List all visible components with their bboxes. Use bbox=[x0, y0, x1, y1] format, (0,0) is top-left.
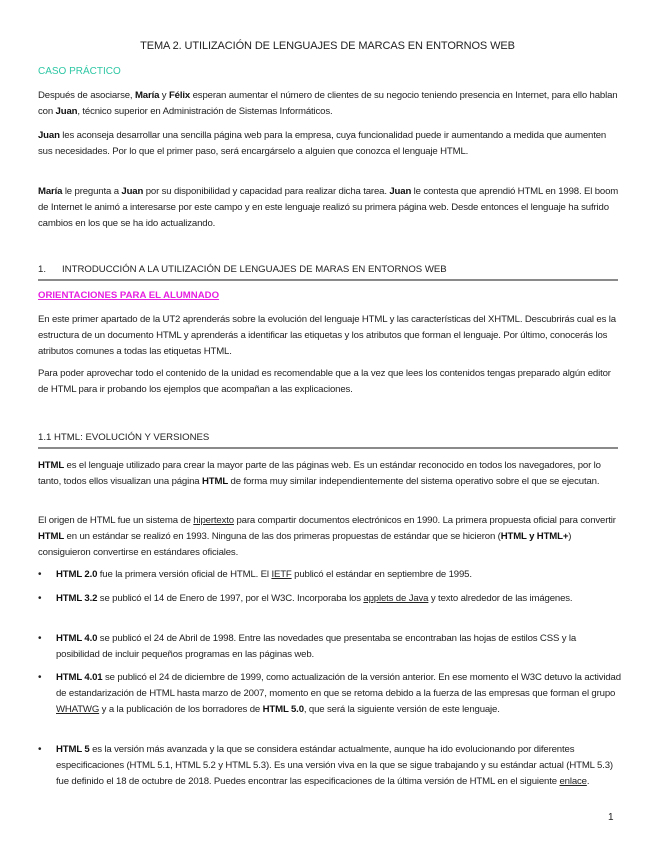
orientations-paragraph bbox=[38, 312, 620, 359]
bold-text: Félix bbox=[168, 90, 191, 101]
bullet-icon: • bbox=[38, 744, 42, 755]
text-run: En este primer apartado de la UT2 aprenderás sobre la evolución del lenguaje HTML y las características del XHTML. Descubrirás cual es la estructura de un documento HTML y aprenderás a identificar las etiquetas y los atributos que forman el lenguaje. Por último, conocerás los atributos comunes a todas las etiquetas HTML. bbox=[38, 314, 616, 357]
bullet-icon: • bbox=[38, 672, 42, 683]
bullet-icon: • bbox=[38, 633, 42, 644]
bold-text: HTML bbox=[38, 530, 65, 542]
html-paragraph bbox=[38, 458, 620, 490]
version-list-item bbox=[38, 742, 622, 789]
section-1-1-heading: 1.1 HTML: EVOLUCIÓN Y VERSIONES bbox=[38, 432, 618, 449]
bold-text: HTML 5.0 bbox=[262, 703, 304, 715]
bold-text: HTML 4.01 bbox=[56, 672, 103, 683]
text-run: y a la publicación de los borradores de bbox=[99, 703, 263, 715]
bold-text: HTML bbox=[38, 460, 65, 471]
version-text bbox=[56, 593, 572, 604]
version-text bbox=[56, 744, 613, 787]
text-run: publicó el estándar en septiembre de 1995. bbox=[291, 569, 472, 580]
version-text bbox=[56, 672, 621, 715]
hyperlink[interactable]: enlace bbox=[559, 775, 587, 787]
text-run: les aconseja desarrollar una sencilla página web para la empresa, cuya funcionalidad puede ir aumentando a medida que aumenten sus necesidades. Por lo que el primer paso, será encargárselo a alguien que conozca el lenguaje HTML. bbox=[38, 130, 607, 157]
document-title: TEMA 2. UTILIZACIÓN DE LENGUAJES DE MARCAS EN ENTORNOS WEB bbox=[140, 40, 515, 52]
text-run: fue la primera versión oficial de HTML. El bbox=[97, 569, 272, 580]
text-run: le pregunta a bbox=[62, 186, 122, 197]
bold-text: Juan bbox=[389, 186, 412, 197]
hyperlink[interactable]: WHATWG bbox=[56, 703, 100, 715]
bold-text: Juan bbox=[121, 186, 144, 197]
bold-text: María bbox=[134, 90, 160, 101]
text-run: es la versión más avanzada y la que se considera estándar actualmente, aunque ha ido evolucionando por diferentes especificaciones (HTML 5.1, HTML 5.2 y HTML 5.3). Es una versión viva en la que se sigue trabajando y su estándar actual (HTML 5.3) fue definido el 18 de octubre de 2018. Puedes encontrar las especificaciones de la última versión de HTML en el siguiente bbox=[56, 744, 613, 787]
hyperlink[interactable]: IETF bbox=[271, 569, 292, 580]
text-run: , que será la siguiente versión de este lenguaje. bbox=[303, 703, 500, 715]
text-run: es el lenguaje utilizado para crear la mayor parte de las páginas web. Es un estándar reconocido en todos los navegadores, por lo tanto, todos ellos visualizan una página bbox=[38, 460, 601, 487]
text-run: en un estándar se realizó en 1993. Ninguna de las dos primeras propuestas de estándar que se hicieron ( bbox=[64, 530, 501, 542]
case-paragraph bbox=[38, 88, 620, 120]
version-list-item bbox=[38, 591, 622, 607]
bold-text: HTML bbox=[202, 475, 229, 487]
orientations-paragraph bbox=[38, 366, 620, 398]
bullet-icon: • bbox=[38, 569, 42, 580]
case-study-heading: CASO PRÁCTICO bbox=[38, 66, 121, 77]
text-run: le contesta que aprendió HTML en 1998. El boom de Internet le animó a interesarse por este campo y en este lenguaje realizó su primera página web. Desde entonces el lenguaje ha sufrido cambios en los que se ha ido actualizando. bbox=[38, 186, 619, 229]
bold-text: HTML 5 bbox=[56, 744, 90, 755]
text-run: Para poder aprovechar todo el contenido de la unidad es recomendable que a la vez que lees los contenidos tengas preparado algún editor de HTML para ir probando los ejemplos que acompañan a las explicaciones. bbox=[38, 368, 611, 395]
section-number: 1. bbox=[38, 264, 47, 275]
hyperlink[interactable]: hipertexto bbox=[193, 515, 234, 526]
version-list-item bbox=[38, 567, 622, 583]
text-run: se publicó el 24 de Abril de 1998. Entre las novedades que presentaba se encontraban las hojas de estilos CSS y la posibilidad de incluir pequeños programas en las páginas web. bbox=[56, 633, 577, 660]
text-run: , técnico superior en Administración de Sistemas Informáticos. bbox=[77, 105, 333, 117]
case-paragraph bbox=[38, 128, 620, 160]
bold-text: Juan bbox=[38, 130, 60, 141]
text-run: para compartir documentos electrónicos en 1990. La primera propuesta oficial para convertir bbox=[233, 515, 616, 526]
text-run: El origen de HTML fue un sistema de bbox=[38, 515, 194, 526]
text-run: por su disponibilidad y capacidad para realizar dicha tarea. bbox=[143, 186, 390, 197]
bold-text: María bbox=[38, 186, 63, 197]
bullet-icon: • bbox=[38, 593, 42, 604]
page-number: 1 bbox=[608, 812, 614, 823]
section-1-heading bbox=[38, 264, 618, 281]
text-run: esperan aumentar el número de clientes de su negocio teniendo presencia en Internet, para ello hablan con bbox=[38, 90, 618, 117]
text-run: . bbox=[586, 775, 590, 787]
hyperlink[interactable]: applets de Java bbox=[363, 593, 429, 604]
html-paragraph bbox=[38, 513, 620, 560]
version-text bbox=[56, 569, 472, 580]
orientations-heading: ORIENTACIONES PARA EL ALUMNADO bbox=[38, 290, 220, 301]
bold-text: HTML 4.0 bbox=[56, 633, 98, 644]
bold-text: HTML 2.0 bbox=[56, 569, 98, 580]
text-run: se publicó el 14 de Enero de 1997, por el W3C. Incorporaba los bbox=[97, 593, 364, 604]
section-title: INTRODUCCIÓN A LA UTILIZACIÓN DE LENGUAJES DE MARAS EN ENTORNOS WEB bbox=[62, 264, 447, 275]
version-list-item bbox=[38, 631, 622, 663]
text-run: ) consiguieron convertirse en estándares oficiales. bbox=[38, 530, 572, 558]
version-list-item bbox=[38, 670, 622, 717]
version-text bbox=[56, 633, 576, 660]
text-run: y bbox=[159, 90, 169, 101]
text-run: Después de asociarse, bbox=[38, 90, 135, 101]
text-run: y texto alrededor de las imágenes. bbox=[428, 593, 573, 604]
bold-text: HTML 3.2 bbox=[56, 593, 98, 604]
case-paragraph bbox=[38, 184, 620, 231]
text-run: de forma muy similar independientemente del sistema operativo sobre el que se ejecutan. bbox=[228, 475, 600, 487]
bold-text: HTML y HTML+ bbox=[500, 530, 569, 542]
text-run: se publicó el 24 de diciembre de 1999, como actualización de la versión anterior. En ese momento el W3C detuvo la actividad de estandarización de HTML hasta marzo de 2007, momento en que se retoma debido a la fuerza de las empresas que forman el grupo bbox=[56, 672, 621, 699]
bold-text: Juan bbox=[55, 105, 78, 117]
